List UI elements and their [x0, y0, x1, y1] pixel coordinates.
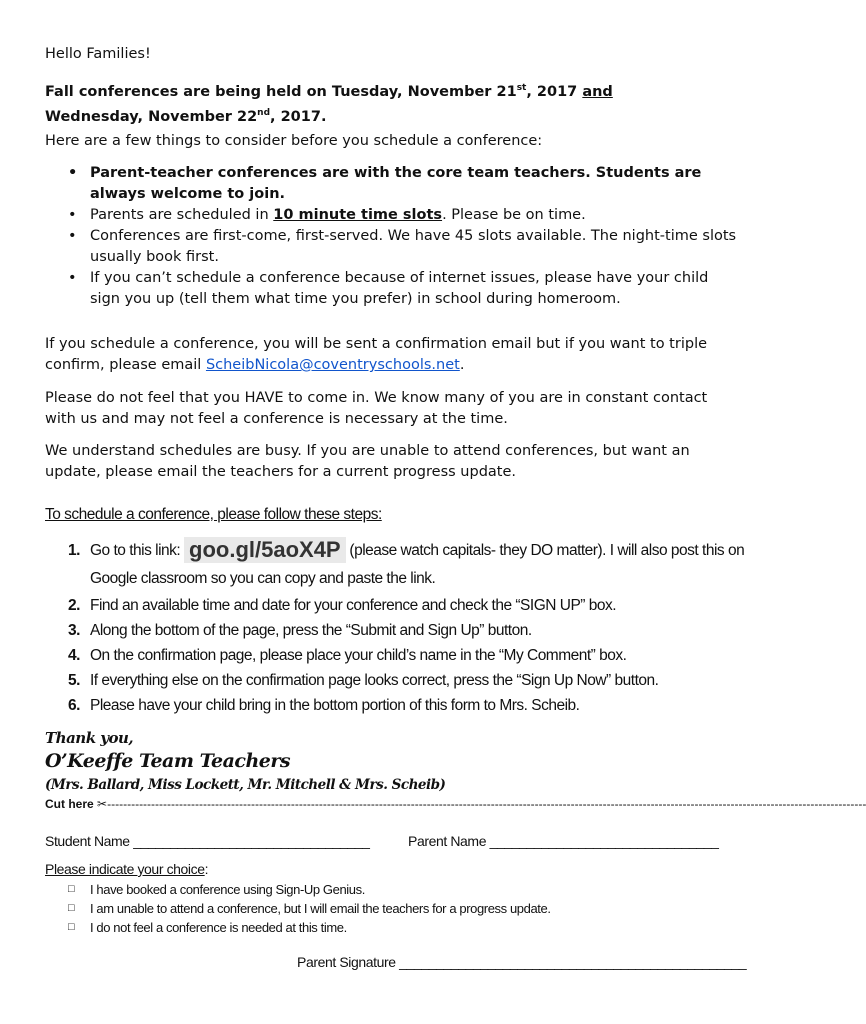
intro-text: Here are a few things to consider before you schedule a conference:: [45, 133, 543, 149]
busy-paragraph: We understand schedules are busy. If you are unable to attend conferences, but want an update, please email the teachers for a current progress update.: [45, 443, 690, 480]
announcement-line2: Wednesday, November 22nd, 2017.: [45, 107, 327, 125]
step-item: 6. Please have your child bring in the bottom portion of this form to Mrs. Scheib.: [68, 697, 580, 714]
checkbox-icon[interactable]: □: [68, 902, 75, 914]
bullet-icon: •: [68, 228, 77, 244]
greeting: Hello Families!: [45, 46, 151, 62]
list-item: • Parent-teacher conferences are with the core team teachers. Students are always welcome to join.: [68, 165, 702, 202]
announcement: [45, 78, 735, 128]
bullet-icon: •: [68, 207, 77, 223]
cut-label: Cut here: [45, 797, 94, 811]
scissors-icon: ✂: [97, 797, 108, 811]
signoff-team: O’Keeffe Team Teachers: [45, 750, 291, 772]
step-item: 4. On the confirmation page, please place your child’s name in the “My Comment” box.: [68, 647, 627, 664]
list-item: • Conferences are first-come, first-served. We have 45 slots available. The night-time slots usually book first.: [68, 228, 737, 265]
step-item: 5. If everything else on the confirmation page looks correct, press the “Sign Up Now” button.: [68, 672, 659, 689]
steps-heading: To schedule a conference, please follow these steps:: [45, 506, 382, 523]
considerations-list: [68, 163, 738, 310]
choice-option-not-needed[interactable]: □ I do not feel a conference is needed at this time.: [68, 920, 347, 935]
signoff-thanks: Thank you,: [45, 729, 134, 747]
bullet-icon: •: [68, 165, 78, 181]
checkbox-icon[interactable]: □: [68, 883, 75, 895]
student-name-field[interactable]: Student Name ________________________________: [45, 833, 370, 849]
email-link[interactable]: ScheibNicola@coventryschools.net: [205, 357, 460, 373]
signoff-names: (Mrs. Ballard, Miss Lockett, Mr. Mitchell & Mrs. Scheib): [45, 777, 446, 793]
bullet-icon: •: [68, 270, 77, 286]
list-item: • Parents are scheduled in 10 minute time slots. Please be on time.: [68, 205, 738, 226]
confirmation-paragraph: If you schedule a conference, you will be sent a confirmation email but if you want to triple confirm, please email ScheibNicola@coventryschools.net.: [45, 336, 708, 373]
choice-option-booked[interactable]: □ I have booked a conference using Sign-Up Genius.: [68, 882, 365, 897]
list-item: • If you can’t schedule a conference because of internet issues, please have your child sign you up (tell them what time you prefer) in school during homeroom.: [68, 270, 709, 307]
step-item: 1. Go to this link: goo.gl/5aoX4P (please watch capitals- they DO matter). I will also post this on Google classroom so you can copy and paste the link.: [68, 537, 745, 587]
step-item: 3. Along the bottom of the page, press the “Submit and Sign Up” button.: [68, 622, 532, 639]
choice-option-email-update[interactable]: □ I am unable to attend a conference, but I will email the teachers for a progress update.: [68, 901, 551, 916]
cut-dashes: ----------------------------------------------------------------------------------------------------------------------------------------------------------------------------------------------: [107, 797, 866, 811]
choice-list: [68, 880, 551, 937]
step-item: 2. Find an available time and date for your conference and check the “SIGN UP” box.: [68, 597, 617, 614]
announcement-line1: Fall conferences are being held on Tuesday, November 21st, 2017 and: [45, 83, 613, 100]
steps-list: [68, 537, 748, 718]
parent-signature-field[interactable]: Parent Signature _______________________________________________: [297, 954, 747, 970]
choice-heading: Please indicate your choice:: [45, 861, 209, 877]
parent-name-field[interactable]: Parent Name _______________________________: [408, 833, 719, 849]
signup-link[interactable]: goo.gl/5aoX4P: [184, 537, 346, 563]
checkbox-icon[interactable]: □: [68, 921, 75, 933]
not-required-paragraph: Please do not feel that you HAVE to come in. We know many of you are in constant contact with us and may not feel a conference is necessary at the time.: [45, 390, 708, 427]
cut-line: [45, 797, 866, 811]
